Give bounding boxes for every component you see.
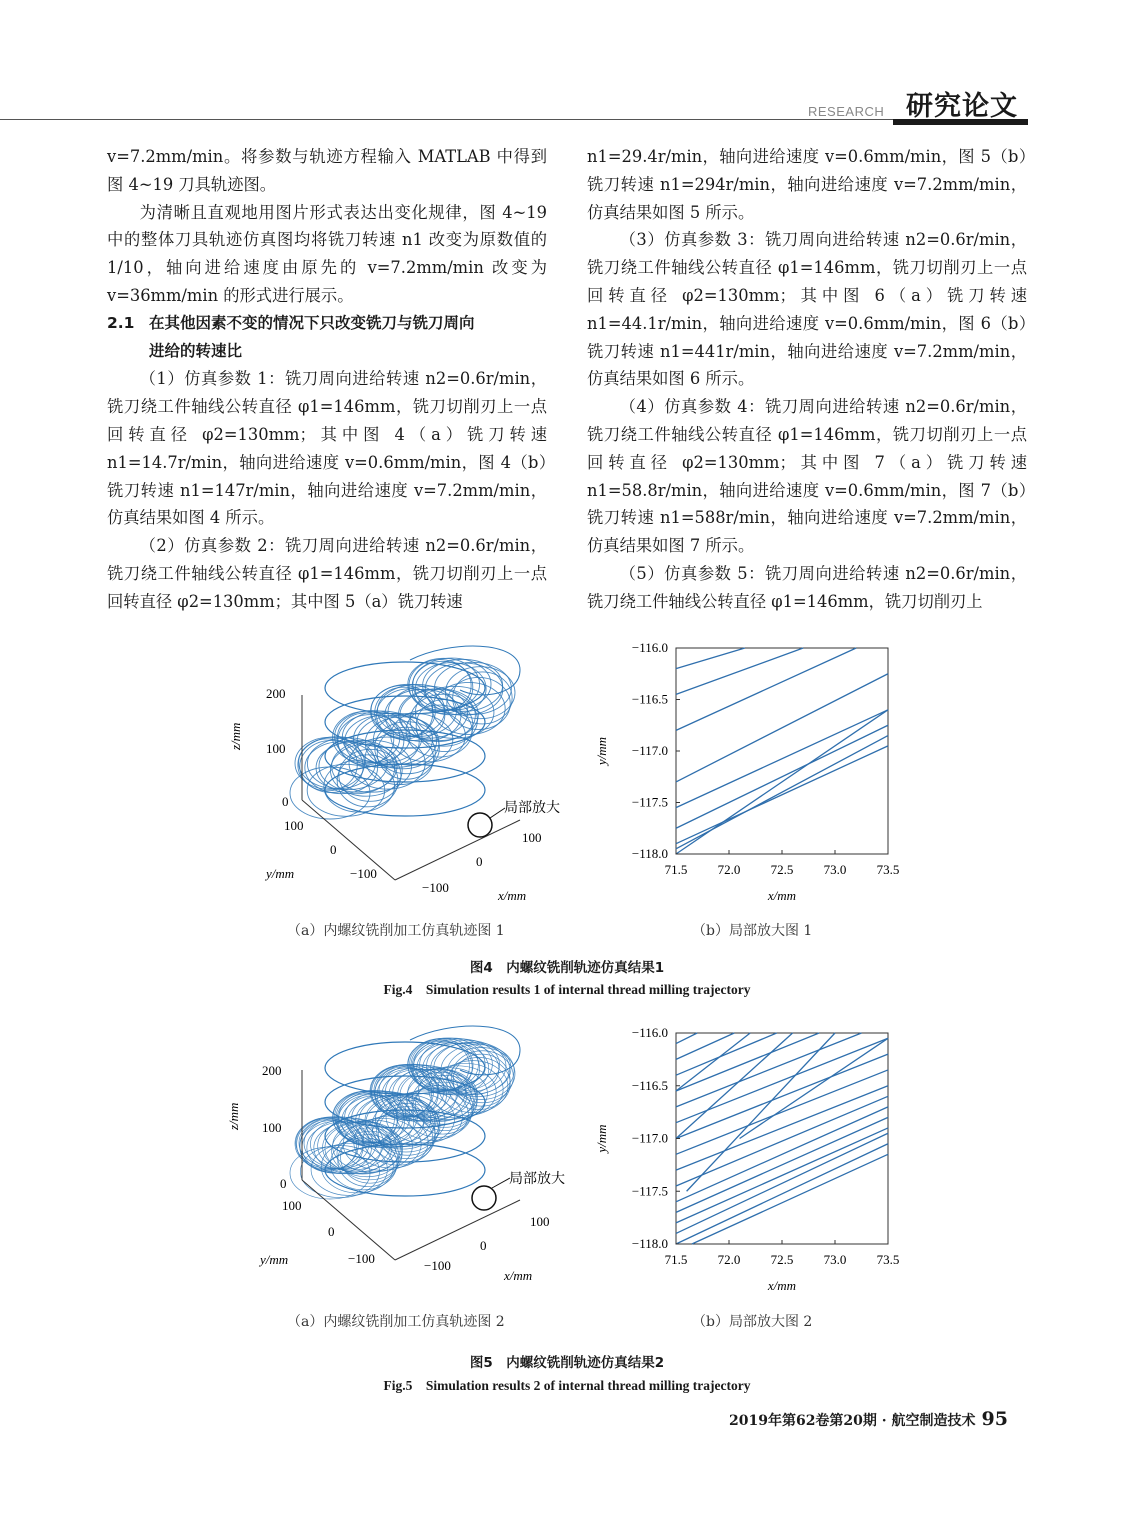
trajectory-line — [676, 1086, 888, 1170]
y-tick: 100 — [282, 1198, 302, 1213]
zoom-label: 局部放大 — [504, 801, 560, 816]
trajectory-line — [676, 1033, 777, 1075]
header-rule — [0, 119, 1028, 120]
trajectory-line — [676, 1033, 793, 1139]
y-tick-label: −116.5 — [631, 691, 668, 707]
x-tick: −100 — [424, 1258, 451, 1273]
zoom-chart-2 — [590, 1025, 910, 1310]
y-tick-label: −116.0 — [631, 640, 668, 655]
y-tick-label: −117.5 — [631, 794, 668, 810]
y-tick: 100 — [284, 818, 304, 833]
subcaption-a: （a）内螺纹铣削加工仿真轨迹图 1 — [287, 923, 505, 939]
trajectory-line — [676, 648, 745, 669]
zoom-circle — [472, 1186, 496, 1210]
z-tick: 100 — [266, 741, 286, 756]
paragraph: （3）仿真参数 3：铣刀周向进给转速 n2=0.6r/min，铣刀绕工件轴线公转直径 φ1=146mm，铣刀切削刃上一点回转直径 φ2=130mm；其中图 6（a）铣刀转速 n1=44.1r/min，轴向进给速度 v=0.6mm/min，图 6（b）铣刀转速 n1=441r/min，轴向进给速度 v=7.2mm/min，仿真结果如图 6 所示。 — [587, 230, 1027, 389]
trajectory-line — [692, 1154, 888, 1244]
zoom-chart-1 — [590, 640, 910, 920]
zoom-circle — [468, 813, 492, 837]
figure-5 — [0, 1015, 1134, 1395]
y-tick: −100 — [348, 1251, 375, 1266]
x-tick: 100 — [522, 830, 542, 845]
y-axis-label: y/mm — [260, 1252, 289, 1267]
y-tick-label: −117.5 — [631, 1183, 668, 1199]
x-tick-label: 72.5 — [770, 1252, 794, 1267]
trajectory-line — [676, 1033, 819, 1091]
y-tick-label: −116.0 — [631, 1025, 668, 1040]
x-tick-label: 72.0 — [717, 862, 741, 877]
z-tick: 100 — [262, 1120, 282, 1135]
z-tick: 200 — [266, 686, 286, 701]
header-research: RESEARCH — [808, 104, 885, 119]
subcaption-a: （a）内螺纹铣削加工仿真轨迹图 2 — [287, 1314, 505, 1330]
trajectory-line — [676, 725, 888, 828]
helix-3d-plot — [220, 1020, 580, 1295]
helix-ring — [325, 662, 485, 714]
y-tick-label: −116.5 — [631, 1077, 668, 1093]
figure-caption-cn: 图5 内螺纹铣削轨迹仿真结果2 — [469, 1355, 665, 1371]
zoom-label: 局部放大 — [509, 1172, 565, 1187]
paragraph: （1）仿真参数 1：铣刀周向进给转速 n2=0.6r/min，铣刀绕工件轴线公转直径 φ1=146mm，铣刀切削刃上一点回转直径 φ2=130mm；其中图 4（a）铣刀转速 n1=14.7r/min，轴向进给速度 v=0.6mm/min，图 4（b）铣刀转速 n1=147r/min，轴向进给速度 v=7.2mm/min，仿真结果如图 4 所示。 — [107, 369, 547, 528]
x-tick: 0 — [476, 854, 483, 869]
helix-3d-plot — [220, 640, 580, 910]
paragraph: （4）仿真参数 4：铣刀周向进给转速 n2=0.6r/min，铣刀绕工件轴线公转直径 φ1=146mm，铣刀切削刃上一点回转直径 φ2=130mm；其中图 7（a）铣刀转速 n1=58.8r/min，轴向进给速度 v=0.6mm/min，图 7（b）铣刀转速 n1=588r/min，轴向进给速度 v=7.2mm/min，仿真结果如图 7 所示。 — [587, 397, 1027, 556]
z-tick: 0 — [282, 794, 289, 809]
trajectory-line — [676, 710, 888, 808]
helix-trajectory — [290, 646, 520, 819]
right-column — [587, 143, 1027, 616]
trajectory-line — [676, 1107, 888, 1202]
paragraph: （2）仿真参数 2：铣刀周向进给转速 n2=0.6r/min，铣刀绕工件轴线公转直径 φ1=146mm，铣刀切削刃上一点回转直径 φ2=130mm；其中图 5（a）铣刀转速 — [107, 536, 547, 611]
figure-caption-cn: 图4 内螺纹铣削轨迹仿真结果1 — [469, 960, 665, 976]
paragraph: （5）仿真参数 5：铣刀周向进给转速 n2=0.6r/min，铣刀绕工件轴线公转直径 φ1=146mm，铣刀切削刃上 — [587, 563, 1027, 611]
y-axis-label: y/mm — [266, 866, 295, 881]
z-axis-label: z/mm — [228, 722, 243, 750]
trajectory-line — [676, 1033, 697, 1044]
figure-caption-en: Fig.5 Simulation results 2 of internal thread milling trajectory — [383, 1378, 751, 1393]
trajectory-line — [676, 648, 803, 694]
section-title: 在其他因素不变的情况下只改变铣刀与铣刀周向 — [149, 313, 475, 332]
figure-4 — [0, 630, 1134, 1000]
y-tick: 0 — [328, 1224, 335, 1239]
y-tick-label: −117.0 — [631, 743, 668, 758]
x-axis-label: x/mm — [767, 1278, 797, 1293]
plot-frame — [676, 648, 888, 854]
y-tick-label: −118.0 — [631, 846, 668, 861]
x-tick-label: 73.5 — [876, 1252, 900, 1267]
y-tick-label: −118.0 — [631, 1236, 668, 1251]
trajectory-line — [676, 674, 888, 782]
trajectory-line — [676, 1033, 734, 1059]
section-heading — [107, 310, 547, 366]
y-tick: −100 — [350, 866, 377, 881]
paragraph: 为清晰且直观地用图片形式表达出变化规律，图 4~19 中的整体刀具轨迹仿真图均将铣刀转速 n1 改变为原数值的 1/10，轴向进给速度由原先的 v=7.2mm/min 改变为 v=36mm/min 的形式进行展示。 — [107, 202, 547, 305]
section-number: 2.1 — [107, 313, 135, 332]
x-tick-label: 72.5 — [770, 862, 794, 877]
x-axis-label: x/mm — [504, 1268, 533, 1283]
header-title: 研究论文 — [906, 91, 1018, 122]
x-tick-label: 71.5 — [664, 1252, 688, 1267]
figure-caption-en: Fig.4 Simulation results 1 of internal thread milling trajectory — [383, 982, 751, 997]
z-axis-label: z/mm — [226, 1102, 241, 1130]
x-tick: 100 — [530, 1214, 550, 1229]
x-axis-label: x/mm — [767, 888, 797, 903]
page-number: 95 — [981, 1408, 1008, 1430]
subcaption-b: （b）局部放大图 2 — [692, 1314, 813, 1330]
x-tick: −100 — [422, 880, 449, 895]
journal-info: 2019年第62卷第20期 · 航空制造技术 — [728, 1413, 976, 1429]
x-tick-label: 72.0 — [717, 1252, 741, 1267]
x-axis-label: x/mm — [498, 888, 527, 903]
subcaption-b: （b）局部放大图 1 — [692, 923, 813, 939]
section-title-cont: 进给的转速比 — [149, 341, 243, 360]
y-tick: 0 — [330, 842, 337, 857]
trajectory-line — [676, 710, 888, 854]
helix-trajectory — [290, 1026, 520, 1199]
paragraph: v=7.2mm/min。将参数与轨迹方程输入 MATLAB 中得到图 4~19 刀具轨迹图。 — [107, 147, 547, 194]
page-footer — [729, 1408, 1008, 1430]
trajectory-line — [676, 1144, 888, 1244]
z-tick: 0 — [280, 1176, 287, 1191]
y-axis-label: y/mm — [594, 1124, 609, 1153]
x-tick: 0 — [480, 1238, 487, 1253]
x-tick-label: 73.0 — [823, 862, 847, 877]
x-tick-label: 73.5 — [876, 862, 900, 877]
paragraph: n1=29.4r/min，轴向进给速度 v=0.6mm/min，图 5（b）铣刀转速 n1=294r/min，轴向进给速度 v=7.2mm/min，仿真结果如图 5 所示。 — [587, 147, 1027, 222]
trajectory-line — [676, 746, 888, 844]
y-axis-label: y/mm — [594, 736, 609, 766]
left-column — [107, 143, 547, 616]
trajectory-line — [676, 1117, 888, 1212]
x-tick-label: 73.0 — [823, 1252, 847, 1267]
x-tick-label: 71.5 — [664, 862, 688, 877]
y-tick-label: −117.0 — [631, 1130, 668, 1146]
z-tick: 200 — [262, 1063, 282, 1078]
trajectory-line — [676, 1133, 888, 1233]
